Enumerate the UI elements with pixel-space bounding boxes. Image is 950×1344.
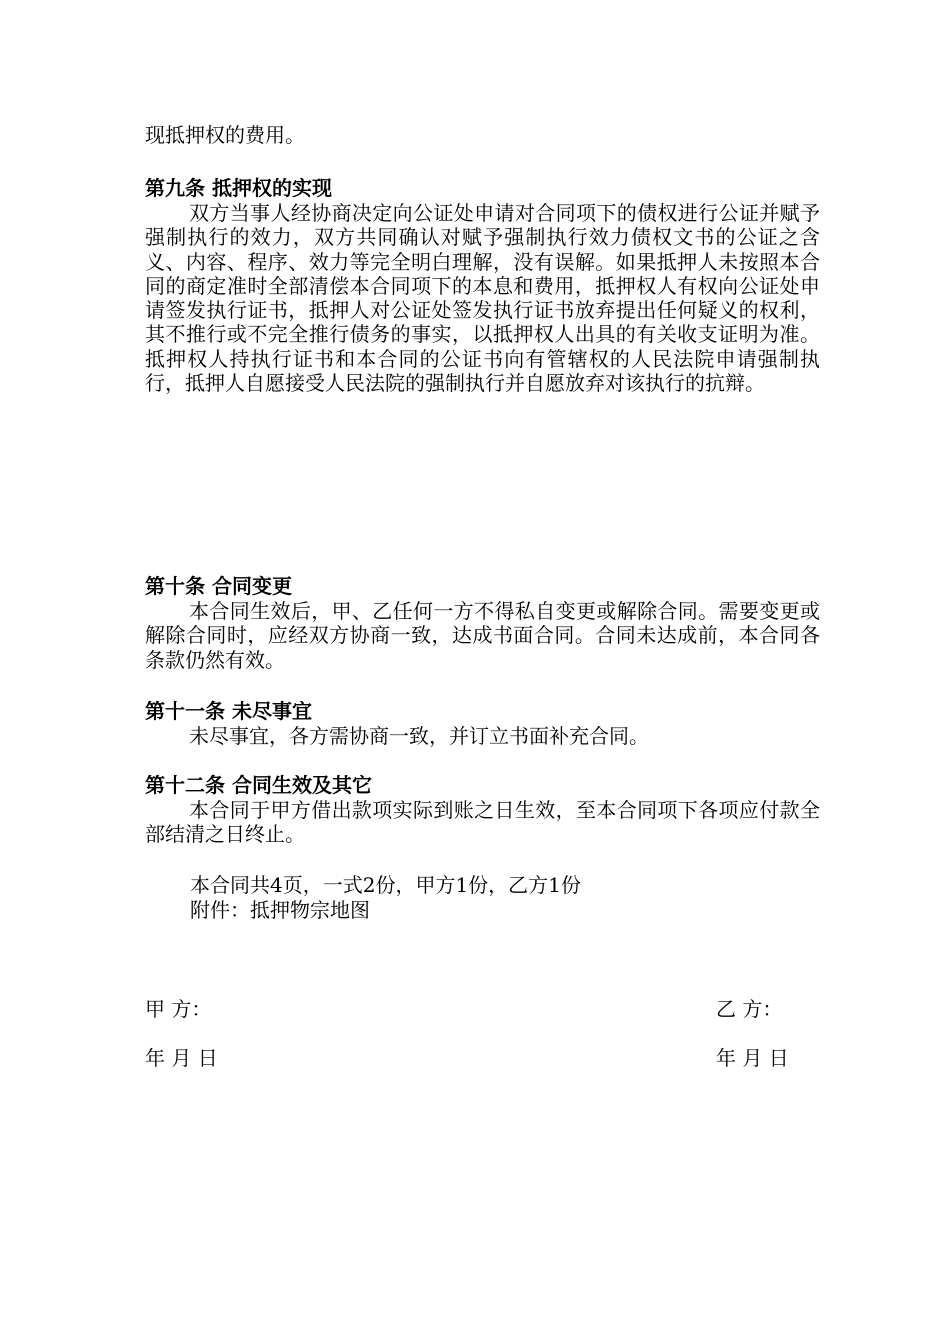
- article-12-body: 本合同于甲方借出款项实际到账之日生效，至本合同项下各项应付款全部结清之日终止。: [145, 798, 820, 847]
- article-11-heading: 第十一条 未尽事宜: [145, 699, 312, 723]
- party-b-label: 乙 方：: [716, 997, 783, 1021]
- article-10-heading: 第十条 合同变更: [145, 574, 292, 598]
- article-9-body: 双方当事人经协商决定向公证处申请对合同项下的债权进行公证并赋予强制执行的效力，双方共同确认对赋予强制执行效力债权文书的公证之含义、内容、程序、效力等完全明白理解，没有误解。如果抵押人未按照本合同的商定准时全部清偿本合同项下的本息和费用，抵押权人有权向公证处申请签发执行证书，抵押人对公证处签发执行证书放弃提出任何疑义的权利，其不推行或不完全推行债务的事实，以抵押权人出具的有关收支证明为准。抵押权人持执行证书和本合同的公证书向有管辖权的人民法院申请强制执行，抵押人自愿接受人民法院的强制执行并自愿放弃对该执行的抗辩。: [145, 201, 820, 396]
- party-a-label: 甲 方：: [145, 997, 212, 1021]
- continuation-text: 现抵押权的费用。: [145, 123, 305, 147]
- attachment-note: 附件：抵押物宗地图: [190, 898, 370, 922]
- party-b-date: 年 月 日: [716, 1046, 789, 1070]
- article-10-body: 本合同生效后，甲、乙任何一方不得私自变更或解除合同。需要变更或解除合同时，应经双方协商一致，达成书面合同。合同未达成前，本合同各条款仍然有效。: [145, 599, 820, 672]
- article-12-heading: 第十二条 合同生效及其它: [145, 773, 372, 797]
- party-a-date: 年 月 日: [145, 1046, 218, 1070]
- copies-note: 本合同共4页，一式2份，甲方1份，乙方1份: [190, 873, 581, 897]
- article-11-body: 未尽事宜，各方需协商一致，并订立书面补充合同。: [189, 724, 649, 748]
- article-9-heading: 第九条 抵押权的实现: [145, 176, 332, 200]
